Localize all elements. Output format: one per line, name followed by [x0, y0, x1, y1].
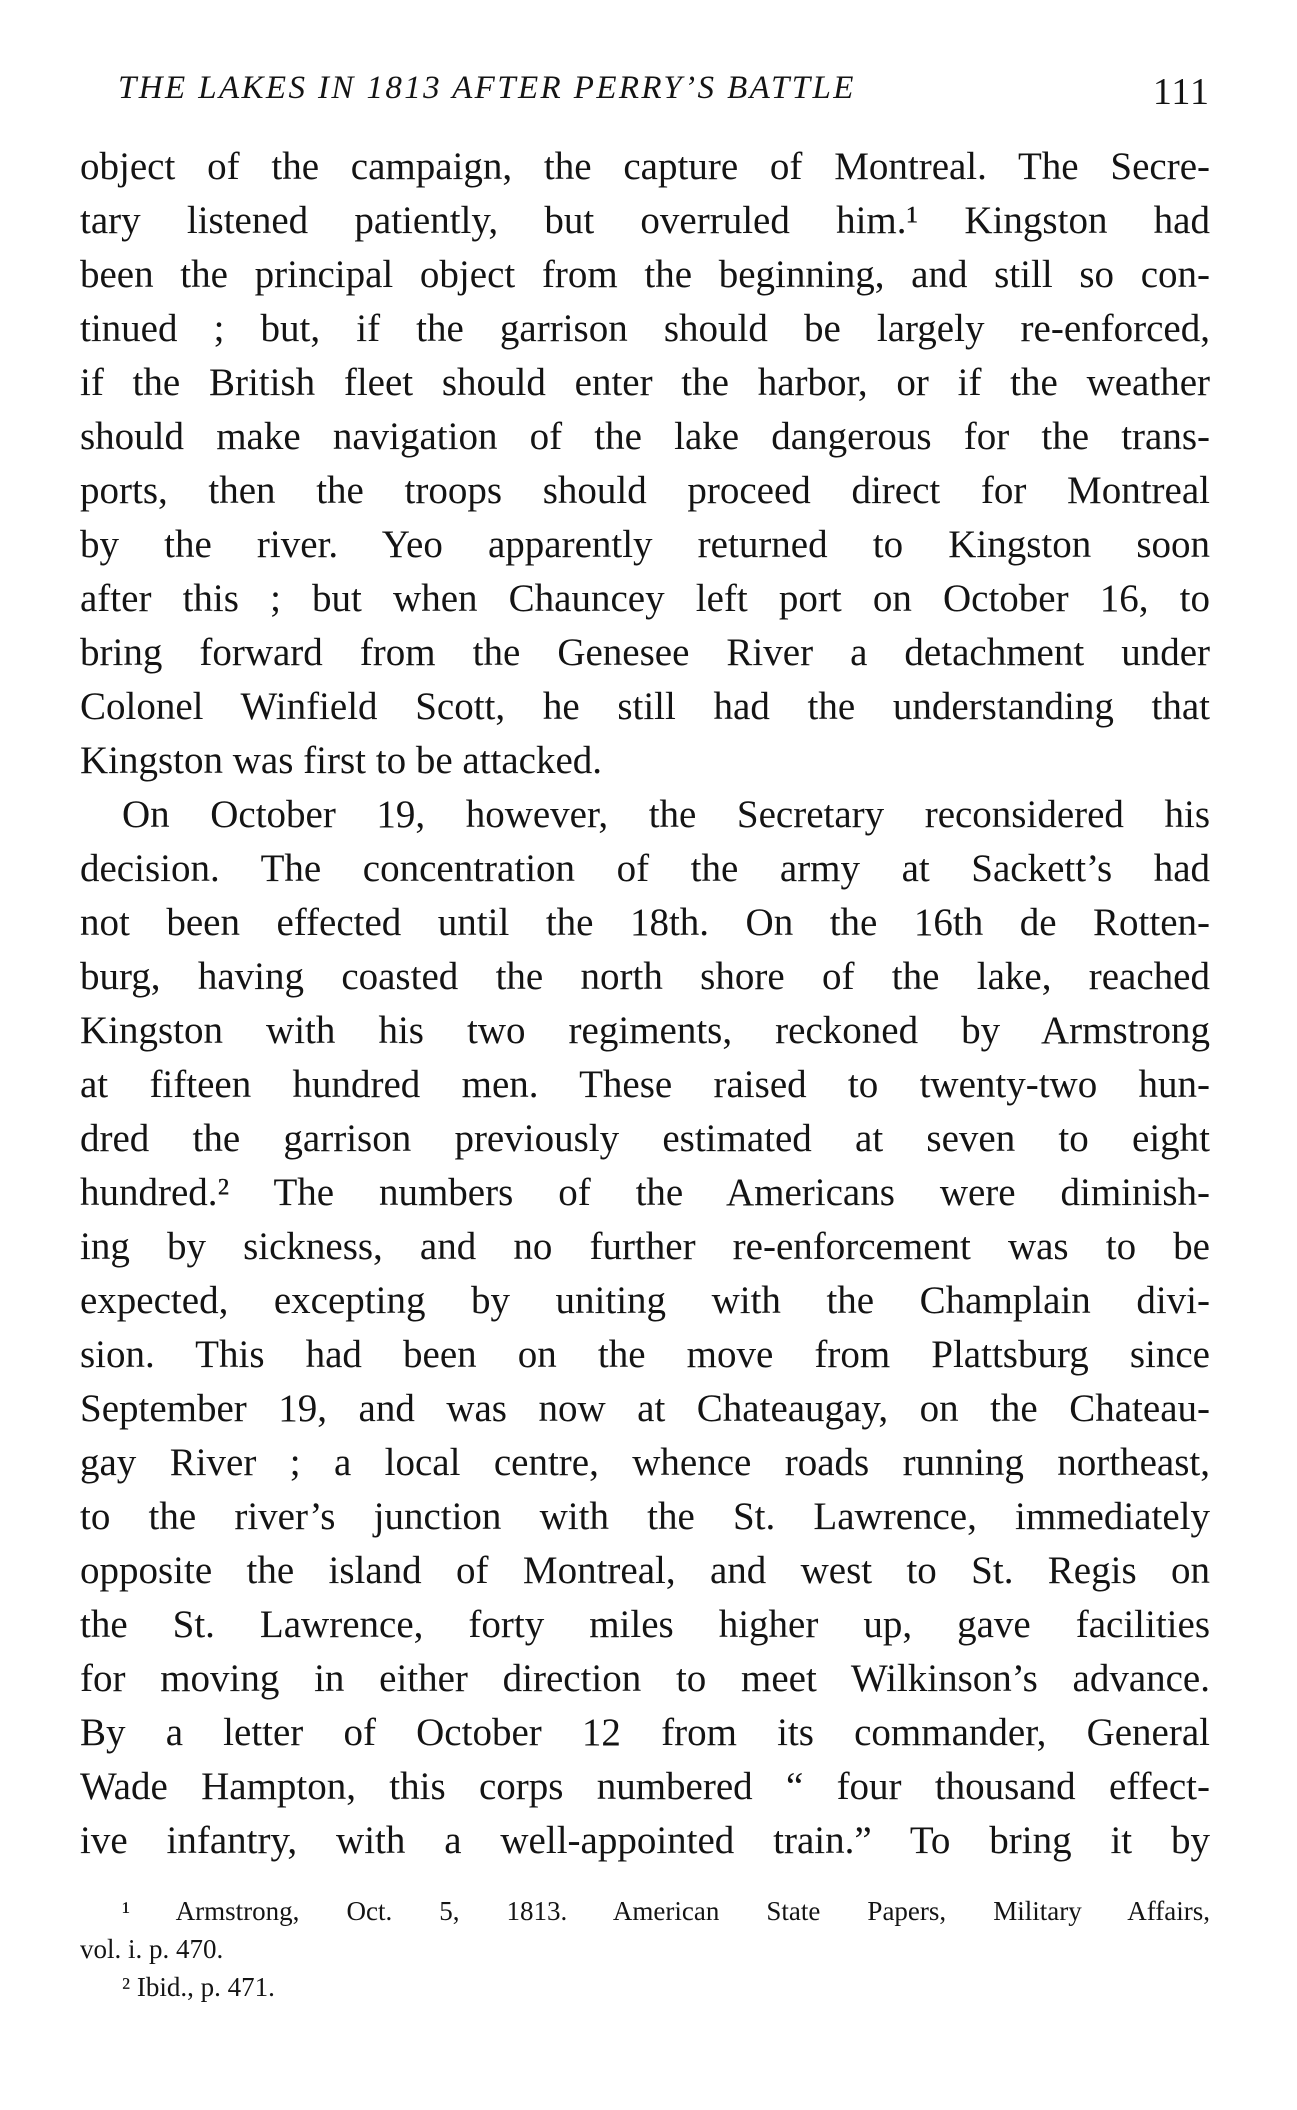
text-line: ing by sickness, and no further re-enforcement was to be — [80, 1225, 1210, 1268]
text-line: object of the campaign, the capture of Montreal. The Secre- — [80, 145, 1210, 188]
text-line: By a letter of October 12 from its commander, General — [80, 1711, 1210, 1754]
text-line: September 19, and was now at Chateaugay, on the Chateau- — [80, 1387, 1210, 1430]
text-line: bring forward from the Genesee River a detachment under — [80, 631, 1210, 674]
text-line: tary listened patiently, but overruled him.¹ Kingston had — [80, 199, 1210, 242]
paragraph-end-line: Kingston was first to be attacked. — [80, 739, 603, 782]
page-number: 111 — [1152, 71, 1210, 113]
text-line: expected, excepting by uniting with the Champlain divi- — [80, 1279, 1210, 1322]
text-line: dred the garrison previously estimated at seven to eight — [80, 1117, 1210, 1160]
text-line: burg, having coasted the north shore of the lake, reached — [80, 955, 1210, 998]
text-line: the St. Lawrence, forty miles higher up, gave facilities — [80, 1603, 1210, 1646]
text-line: if the British fleet should enter the harbor, or if the weather — [80, 361, 1210, 404]
running-title: THE LAKES IN 1813 AFTER PERRY’S BATTLE — [118, 70, 856, 106]
text-line: for moving in either direction to meet Wilkinson’s advance. — [80, 1657, 1210, 1700]
text-line: by the river. Yeo apparently returned to Kingston soon — [80, 523, 1210, 566]
body-text — [80, 140, 1210, 1868]
footnote-2: ² Ibid., p. 471. — [122, 1972, 275, 2002]
text-line: gay River ; a local centre, whence roads running northeast, — [80, 1441, 1210, 1484]
running-head — [80, 62, 1210, 118]
text-line: hundred.² The numbers of the Americans were diminish- — [80, 1171, 1210, 1214]
footnote-1: ¹ Armstrong, Oct. 5, 1813. American State Papers, Military Affairs, — [122, 1896, 1210, 1926]
text-line: Kingston with his two regiments, reckoned by Armstrong — [80, 1009, 1210, 1052]
text-line: been the principal object from the beginning, and still so con- — [80, 253, 1210, 296]
text-line: ports, then the troops should proceed direct for Montreal — [80, 469, 1210, 512]
text-line: at fifteen hundred men. These raised to twenty-two hun- — [80, 1063, 1210, 1106]
text-line: Colonel Winfield Scott, he still had the understanding that — [80, 685, 1210, 728]
text-line: sion. This had been on the move from Plattsburg since — [80, 1333, 1210, 1376]
text-line: to the river’s junction with the St. Lawrence, immediately — [80, 1495, 1210, 1538]
paragraph-start-line: On October 19, however, the Secretary reconsidered his — [122, 793, 1210, 836]
text-line: decision. The concentration of the army at Sackett’s had — [80, 847, 1210, 890]
book-page — [80, 62, 1210, 2006]
text-line: tinued ; but, if the garrison should be largely re-enforced, — [80, 307, 1210, 350]
text-line: Wade Hampton, this corps numbered “ four thousand effect- — [80, 1765, 1210, 1808]
text-line: should make navigation of the lake dangerous for the trans- — [80, 415, 1210, 458]
footnote-1-continuation: vol. i. p. 470. — [80, 1934, 224, 1964]
text-line: ive infantry, with a well-appointed train.” To bring it by — [80, 1819, 1210, 1862]
text-line: opposite the island of Montreal, and west to St. Regis on — [80, 1549, 1210, 1592]
footnotes — [80, 1892, 1210, 2006]
text-line: not been effected until the 18th. On the 16th de Rotten- — [80, 901, 1210, 944]
text-line: after this ; but when Chauncey left port on October 16, to — [80, 577, 1210, 620]
